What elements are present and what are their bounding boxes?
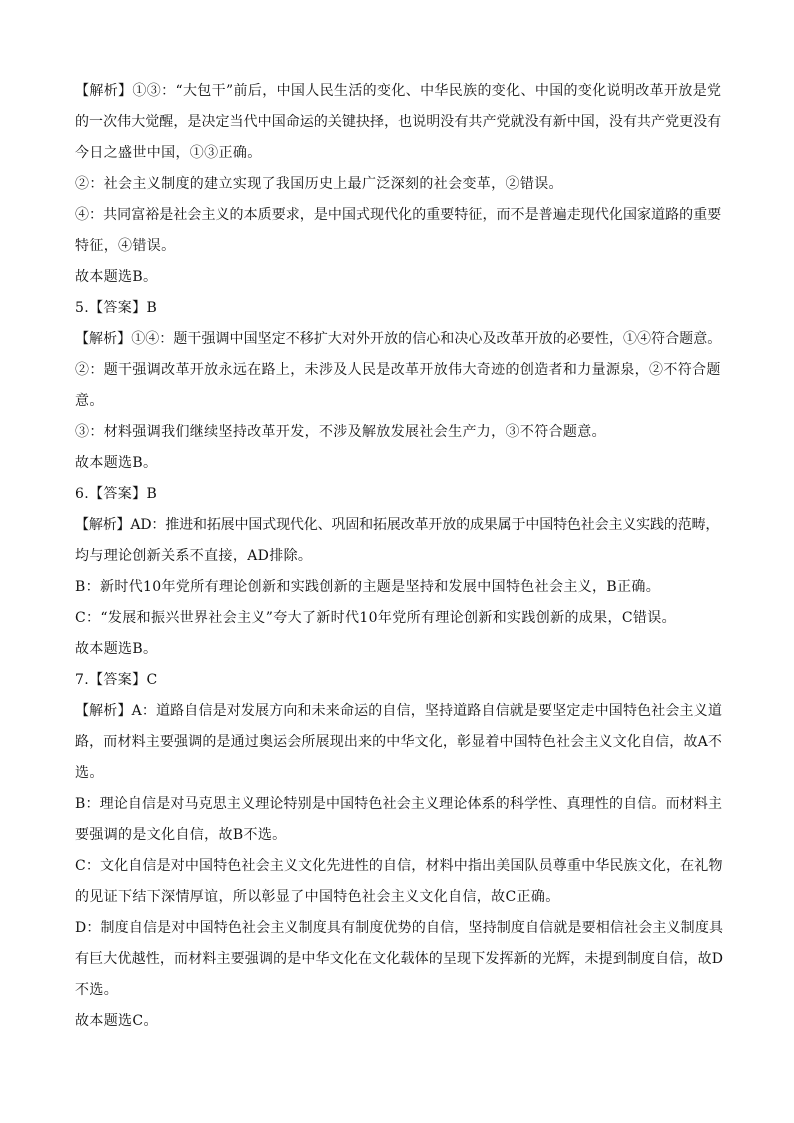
text-line: 【解析】AD：推进和拓展中国式现代化、巩固和拓展改革开放的成果属于中国特色社会主义实践的范畴，: [75, 517, 720, 533]
text-line: 故本题选B。: [75, 641, 158, 657]
text-line: 均与理论创新关系不直接，AD排除。: [75, 548, 313, 564]
text-line: ③：材料强调我们继续坚持改革开发，不涉及解放发展社会生产力，③不符合题意。: [75, 424, 606, 440]
text-line: 要强调的是文化自信，故B不选。: [75, 827, 287, 843]
text-line: 的见证下结下深情厚谊，所以彰显了中国特色社会主义文化自信，故C正确。: [75, 889, 560, 905]
text-line: 特征，④错误。: [75, 238, 176, 254]
text-line: 路，而材料主要强调的是通过奥运会所展现出来的中华文化，彰显着中国特色社会主义文化自信，故A不: [75, 734, 723, 750]
text-line: 不选。: [75, 982, 119, 998]
text-line: 【解析】A：道路自信是对发展方向和未来命运的自信，坚持道路自信就是要坚定走中国特色社会主义道: [75, 703, 723, 719]
text-line: 有巨大优越性，而材料主要强调的是中华文化在文化载体的呈现下发挥新的光辉，未提到制度自信，故D: [75, 951, 724, 967]
text-line: C：“发展和振兴世界社会主义”夸大了新时代10年党所有理论创新和实践创新的成果，C错误。: [75, 610, 676, 626]
text-line: B：理论自信是对马克思主义理论特别是中国特色社会主义理论体系的科学性、真理性的自信。而材料主: [75, 796, 723, 812]
text-line: 的一次伟大觉醒，是决定当代中国命运的关键抉择，也说明没有共产党就没有新中国，没有共产党更没有: [75, 114, 722, 130]
text-line: B：新时代10年党所有理论创新和实践创新的主题是坚持和发展中国特色社会主义，B正确。: [75, 579, 661, 595]
text-line: ②：题干强调改革开放永远在路上，未涉及人民是改革开放伟大奇迹的创造者和力量源泉，②不符合题: [75, 362, 721, 378]
text-line: ④：共同富裕是社会主义的本质要求，是中国式现代化的重要特征，而不是普遍走现代化国家道路的重要: [75, 207, 722, 223]
answer-heading-5: 5.【答案】B: [75, 300, 158, 316]
text-line: 故本题选B。: [75, 455, 158, 471]
text-line: 【解析】①③：“大包干”前后，中国人民生活的变化、中华民族的变化、中国的变化说明改革开放是党: [75, 83, 722, 99]
text-line: D：制度自信是对中国特色社会主义制度具有制度优势的自信，坚持制度自信就是要相信社会主义制度具: [75, 920, 724, 936]
answer-explanations: [75, 76, 723, 1037]
answer-heading-6: 6.【答案】B: [75, 486, 158, 502]
answer-heading-7: 7.【答案】C: [75, 672, 158, 688]
text-line: ②：社会主义制度的建立实现了我国历史上最广泛深刻的社会变革，②错误。: [75, 176, 563, 192]
text-line: 故本题选C。: [75, 1013, 158, 1029]
text-line: 今日之盛世中国，①③正确。: [75, 145, 262, 161]
text-line: 故本题选B。: [75, 269, 158, 285]
text-line: 【解析】①④：题干强调中国坚定不移扩大对外开放的信心和决心及改革开放的必要性，①④符合题意。: [75, 331, 722, 347]
text-line: 意。: [75, 393, 104, 409]
text-line: 选。: [75, 765, 104, 781]
text-line: C：文化自信是对中国特色社会主义文化先进性的自信，材料中指出美国队员尊重中华民族文化，在礼物: [75, 858, 723, 874]
